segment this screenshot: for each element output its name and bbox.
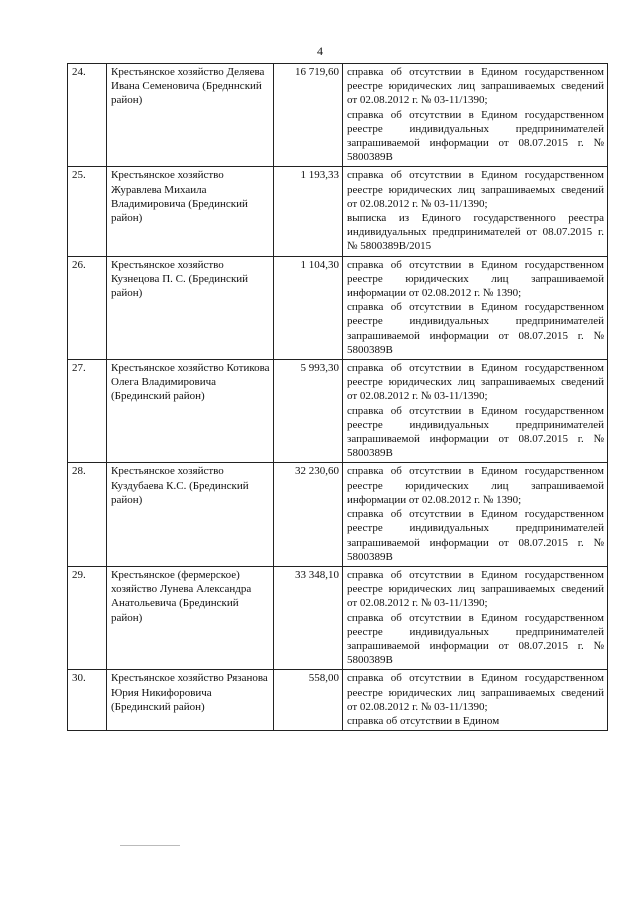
amount: 16 719,60 [274, 64, 343, 167]
farm-name: Крестьянское хозяйство Кузнецова П. С. (Брединский район) [107, 256, 274, 359]
document-entry: справка об отсутствии в Едином государственном реестре юридических лиц запрашиваемых сведений от 02.08.2012 г. № 03-11/1390; [347, 672, 604, 713]
row-number: 28. [68, 463, 107, 566]
document-entry: справка об отсутствии в Едином государственном реестре юридических лиц запрашиваемых сведений от 02.08.2012 г. № 03-11/1390; [347, 362, 604, 403]
farm-name: Крестьянское хозяйство Деляева Ивана Семеновича (Бредннский район) [107, 64, 274, 167]
row-number: 26. [68, 256, 107, 359]
row-number: 27. [68, 360, 107, 463]
document-entry: справка об отсутствии в Едином государственном реестре индивидуальных предпринимателей запрашиваемой информации от 08.07.2015 г. № 5800389В [347, 404, 604, 460]
documents-cell [343, 167, 608, 256]
amount: 558,00 [274, 670, 343, 731]
row-number: 29. [68, 566, 107, 669]
table-row [68, 256, 608, 359]
documents-cell [343, 463, 608, 566]
farm-name: Крестьянское хозяйство Рязанова Юрия Никифоровича (Брединский район) [107, 670, 274, 731]
document-entry: справка об отсутствии в Едином государственном реестре юридических лиц запрашиваемой информации от 02.08.2012 г. № 1390; [347, 258, 604, 300]
farm-name: Крестьянское хозяйство Куздубаева К.С. (Брединский район) [107, 463, 274, 566]
table-row [68, 566, 608, 669]
document-entry: справка об отсутствии в Едином государственном реестре индивидуальных предпринимателей запрашиваемой информации от 08.07.2015 г. № 5800389В [347, 301, 604, 356]
register-table-body [68, 64, 608, 731]
document-entry: выписка из Единого государственного реестра индивидуальных предпринимателей от 08.07.2015 г. № 5800389В/2015 [347, 212, 604, 253]
documents-cell [343, 566, 608, 669]
amount: 33 348,10 [274, 566, 343, 669]
documents-cell [343, 360, 608, 463]
row-number: 30. [68, 670, 107, 731]
table-row [68, 167, 608, 256]
amount: 5 993,30 [274, 360, 343, 463]
table-row [68, 670, 608, 731]
page-number: 4 [317, 44, 323, 58]
row-number: 25. [68, 167, 107, 256]
documents-cell [343, 64, 608, 167]
document-entry: справка об отсутствии в Едином государственном реестре юридических лиц запрашиваемых сведений от 02.08.2012 г. № 03-11/1390; [347, 169, 604, 210]
scan-mark [120, 845, 180, 846]
document-entry: справка об отсутствии в Едином государственном реестре юридических лиц запрашиваемых сведений от 02.08.2012 г. № 03-11/1390; [347, 568, 604, 610]
row-number: 24. [68, 64, 107, 167]
farm-name: Крестьянское хозяйство Журавлева Михаила Владимировича (Брединский район) [107, 167, 274, 256]
farm-name: Крестьянское (фермерское) хозяйство Лунева Александра Анатольевича (Брединский район) [107, 566, 274, 669]
document-entry: справка об отсутствии в Едином государственном реестре юридических лиц запрашиваемой информации от 02.08.2012 г. № 1390; [347, 465, 604, 506]
register-table [67, 63, 608, 731]
document-entry: справка об отсутствии в Едином государственном реестре индивидуальных предпринимателей запрашиваемой информации от 08.07.2015 г. № 5800389В [347, 108, 604, 164]
document-entry: справка об отсутствии в Едином государственном реестре юридических лиц запрашиваемых сведений от 02.08.2012 г. № 03-11/1390; [347, 66, 604, 107]
document-entry: справка об отсутствии в Едином государственном реестре индивидуальных предпринимателей запрашиваемой информации от 08.07.2015 г. № 5800389В [347, 611, 604, 667]
table-row [68, 463, 608, 566]
document-entry: справка об отсутствии в Едином государственном реестре индивидуальных предпринимателей запрашиваемой информации от 08.07.2015 г. № 5800389В [347, 508, 604, 563]
farm-name: Крестьянское хозяйство Котикова Олега Владимировича (Брединский район) [107, 360, 274, 463]
table-row [68, 64, 608, 167]
documents-cell [343, 256, 608, 359]
documents-cell [343, 670, 608, 731]
document-entry: справка об отсутствии в Едином [347, 714, 500, 727]
table-row [68, 360, 608, 463]
amount: 1 193,33 [274, 167, 343, 256]
amount: 1 104,30 [274, 256, 343, 359]
amount: 32 230,60 [274, 463, 343, 566]
